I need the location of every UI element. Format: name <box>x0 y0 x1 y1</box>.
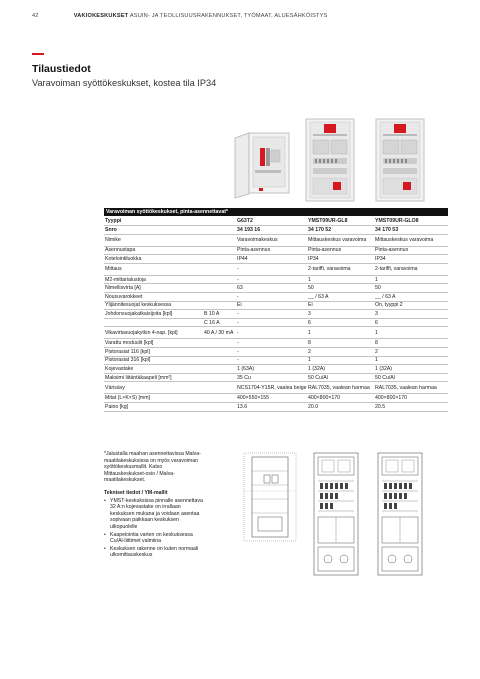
tech-list <box>104 498 204 559</box>
page-title: Tilaustiedot <box>32 63 91 75</box>
list-item: • Kaapelointia varten on keskuksessa Cu/Al-liittimet valmiina <box>104 532 204 545</box>
cell-g63t2: NCS1704-Y15R, vaalea beige <box>237 384 307 391</box>
cell-ymst09ur-glo8: IP34 <box>375 255 386 262</box>
cell-g63t2: 34 193 16 <box>237 226 261 233</box>
running-header <box>32 13 328 19</box>
list-item: • Keskuksen rakenne on kuten normaali ulkomittauskeskus <box>104 546 204 559</box>
table-row <box>104 357 448 366</box>
tech-title: Tekniset tiedot / YM-mallit <box>104 489 168 496</box>
cell-ymst09ur-gl8: Pinta-asennus <box>308 247 342 254</box>
row-label: Mittaus <box>105 266 122 273</box>
row-label: Vikavirtasuojakytkin 4-nap. [kpl] <box>105 329 178 336</box>
cell-g63t2: - <box>237 348 239 355</box>
table-row <box>104 284 448 293</box>
accent-bar <box>32 53 44 55</box>
cell-g63t2: 13.6 <box>237 403 248 410</box>
cell-ymst09ur-gl8: 2 <box>308 348 311 355</box>
row-label: Varattu moduulit [kpl] <box>105 340 154 347</box>
cell-ymst09ur-gl8: 1 <box>308 276 311 283</box>
cell-g63t2: - <box>237 319 239 326</box>
layout-drawing-ymst09ur-glo8 <box>374 451 426 577</box>
product-image-ymst09ur-gl8 <box>305 118 355 202</box>
row-label: Nousuvarokkeet <box>105 293 143 300</box>
cell-ymst09ur-glo8: RAL7035, vaalean harmaa <box>375 384 437 391</box>
cell-ymst09ur-glo8: 50 <box>375 285 381 292</box>
table-caption: Varavoiman syöttökeskukset, pinta-asennettavat* <box>104 208 448 216</box>
cell-ymst09ur-glo8: 1 <box>375 357 378 364</box>
cell-g63t2: - <box>237 340 239 347</box>
row-label: Pistorasiat 116 [kpl] <box>105 348 150 355</box>
cell-ymst09ur-glo8: 2-tariffi, varavoima <box>375 266 418 273</box>
cell-ymst09ur-gl8: __ / 63 A <box>308 293 329 300</box>
table-row <box>104 255 448 264</box>
row-sublabel: C 16 A <box>204 319 220 326</box>
row-label: M2-mittarialustoja <box>105 276 146 283</box>
cell-g63t2: - <box>237 357 239 364</box>
column-header: YMST09UR-GLO8 <box>375 217 419 224</box>
cell-ymst09ur-gl8: 3 <box>308 310 311 317</box>
table-row <box>104 339 448 348</box>
row-sublabel: B 10 A <box>204 310 220 317</box>
product-image-ymst09ur-glo8 <box>375 118 425 202</box>
footnote: *Jalustalla maahan asennettavissa Malva-maatilakeskuksissa on myös varavoiman syöttökeskusmallit. Katso Mittauskeskukset-osio / Malva-maatilakeskukset. <box>104 451 201 484</box>
cell-ymst09ur-glo8: 400×800×170 <box>375 395 408 402</box>
row-label: Pistorasiat 316 [kpl] <box>105 357 151 364</box>
cell-ymst09ur-gl8: Mittauskeskus varavoima <box>308 237 367 244</box>
table-row <box>104 394 448 403</box>
cell-ymst09ur-gl8: 1 (32A) <box>308 365 326 372</box>
cell-g63t2: Ei <box>237 302 242 309</box>
cell-ymst09ur-gl8: 2-tariffi, varavoima <box>308 266 351 273</box>
cell-ymst09ur-glo8: 3 <box>375 310 378 317</box>
row-label: Paino [kg] <box>105 403 129 410</box>
cell-ymst09ur-glo8: Pinta-asennus <box>375 247 409 254</box>
cell-ymst09ur-gl8: 50 <box>308 285 314 292</box>
cell-ymst09ur-glo8: On, tyyppi 2 <box>375 302 403 309</box>
header-section: ASUIN- JA TEOLLISUUSRAKENNUKSET, TYÖMAAT, ALUESÄHKÖISTYS <box>129 13 328 19</box>
row-label: Kotelointiluokka <box>105 255 142 262</box>
cell-ymst09ur-gl8: Ei <box>308 302 313 309</box>
cell-ymst09ur-glo8: 1 <box>375 276 378 283</box>
table-row <box>104 276 448 285</box>
cell-ymst09ur-glo8: Mittauskeskus varavoima <box>375 237 434 244</box>
table-row <box>104 302 448 311</box>
cell-ymst09ur-gl8: 6 <box>308 319 311 326</box>
table-row <box>104 365 448 374</box>
table-row <box>104 327 448 339</box>
header-category: VAKIOKESKUKSET <box>73 13 129 19</box>
cell-ymst09ur-glo8: 8 <box>375 340 378 347</box>
row-sublabel: 40 A / 30 mA <box>204 329 234 336</box>
cell-g63t2: - <box>237 266 239 273</box>
cell-ymst09ur-glo8: 2 <box>375 348 378 355</box>
cell-g63t2: - <box>237 329 239 336</box>
cell-ymst09ur-gl8: 50 Cu/Al <box>308 374 328 381</box>
row-label: Ylijännitesuojat keskuksessa <box>105 302 172 309</box>
cell-ymst09ur-glo8: 1 <box>375 329 378 336</box>
cell-ymst09ur-glo8: 34 170 53 <box>375 226 399 233</box>
cell-g63t2: 400×550×155 <box>237 395 270 402</box>
column-header: Tyyppi <box>105 217 122 224</box>
table-row <box>104 348 448 357</box>
cell-g63t2: Pinta-asennus <box>237 247 271 254</box>
cell-g63t2: 35 Cu <box>237 374 251 381</box>
cell-g63t2: - <box>237 310 239 317</box>
table-header-row <box>104 216 448 226</box>
cell-ymst09ur-gl8: IP34 <box>308 255 319 262</box>
column-header: YMST09UR-GL8 <box>308 217 348 224</box>
cell-ymst09ur-gl8: RAL7035, vaalean harmaa <box>308 384 370 391</box>
row-label: Nimellisvirta [A] <box>105 285 141 292</box>
notes-block <box>104 451 204 560</box>
layout-drawing-ymst09ur-gl8 <box>310 451 362 577</box>
column-header: G63T2 <box>237 217 253 224</box>
table-row <box>104 382 448 394</box>
row-label: Snro <box>105 226 117 233</box>
page-subtitle: Varavoiman syöttökeskukset, kostea tila IP34 <box>32 78 217 88</box>
cell-ymst09ur-gl8: 20.0 <box>308 403 319 410</box>
table-row <box>104 264 448 276</box>
cell-g63t2: Varavoimakeskus <box>237 237 278 244</box>
cell-ymst09ur-glo8: 1 (32A) <box>375 365 393 372</box>
cell-ymst09ur-gl8: 1 <box>308 357 311 364</box>
cell-ymst09ur-glo8: __ / 63 A <box>375 293 396 300</box>
cell-g63t2: 1 (63A) <box>237 365 255 372</box>
table-body <box>104 226 448 412</box>
cell-g63t2: IP44 <box>237 255 248 262</box>
table-row <box>104 310 448 319</box>
table-row <box>104 403 448 412</box>
row-label: Nimike <box>105 237 121 244</box>
cell-g63t2: - <box>237 276 239 283</box>
cell-ymst09ur-gl8: 1 <box>308 329 311 336</box>
product-image-g63t2 <box>233 130 299 200</box>
row-label: Asennustapa <box>105 247 136 254</box>
cell-g63t2: - <box>237 293 239 300</box>
row-label: Mitat (L×K×S) [mm] <box>105 395 150 402</box>
row-label: Maksimi liitäntäkaapeli [mm²] <box>105 374 172 381</box>
list-item: • YMST-keskuksissa pinnalle asennettava 32 A:n kojevastake on irrallaan keskuksen mukana ja voidaan asentaa sopivaan paikkaan keskuksen ulkopuolelle <box>104 498 204 531</box>
row-label: Kojevastake <box>105 365 134 372</box>
spec-table <box>104 208 448 412</box>
table-row <box>104 226 448 235</box>
cell-ymst09ur-gl8: 8 <box>308 340 311 347</box>
table-row <box>104 319 448 328</box>
table-row <box>104 293 448 302</box>
cell-ymst09ur-glo8: 6 <box>375 319 378 326</box>
cell-g63t2: 63 <box>237 285 243 292</box>
table-row <box>104 235 448 247</box>
layout-drawing-g63t2 <box>242 451 298 543</box>
cell-ymst09ur-glo8: 20.5 <box>375 403 386 410</box>
cell-ymst09ur-glo8: 50 Cu/Al <box>375 374 395 381</box>
cell-ymst09ur-gl8: 34 170 52 <box>308 226 332 233</box>
table-row <box>104 374 448 383</box>
row-label: Johdonsuojakatkaisijoita [kpl] <box>105 310 173 317</box>
row-label: Värisävy <box>105 384 125 391</box>
table-row <box>104 247 448 256</box>
cell-ymst09ur-gl8: 400×800×170 <box>308 395 341 402</box>
page-number: 42 <box>32 13 39 19</box>
